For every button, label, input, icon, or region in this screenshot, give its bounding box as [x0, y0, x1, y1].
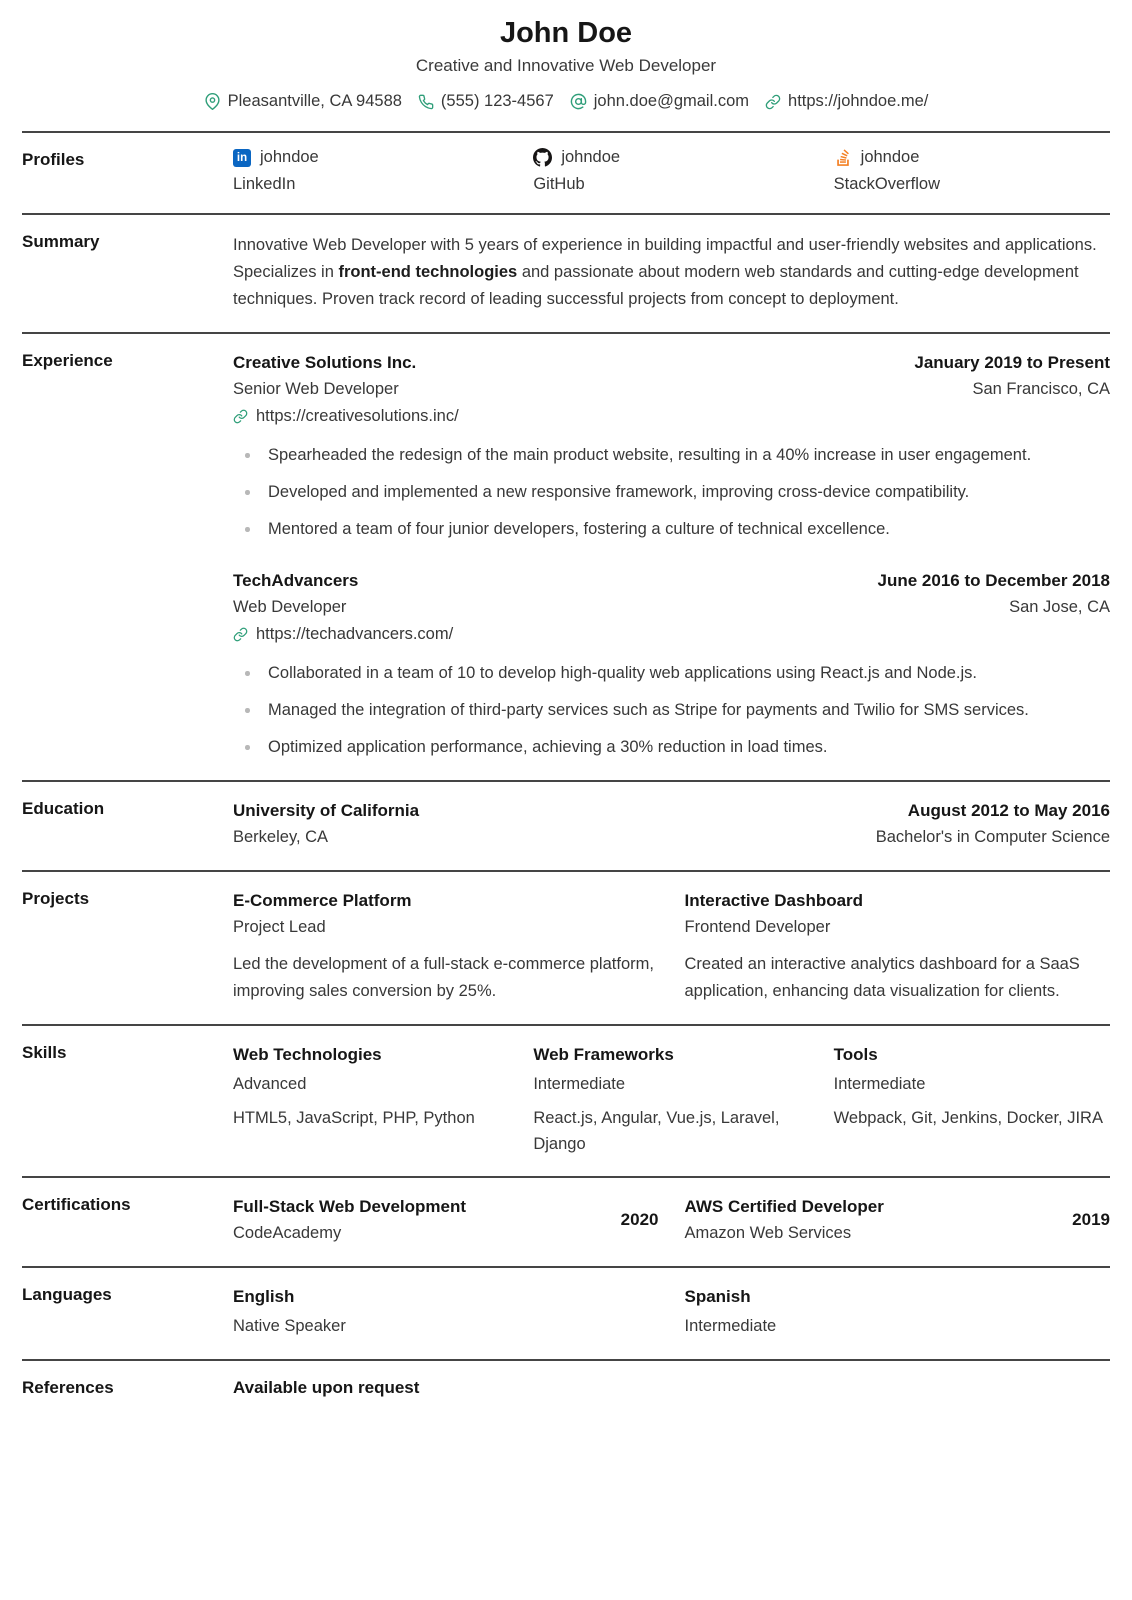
contact-email-text[interactable]: john.doe@gmail.com — [593, 92, 750, 110]
summary-text-bold: front-end technologies — [338, 263, 518, 281]
section-label: Projects — [22, 889, 90, 908]
skill-entry — [233, 1041, 509, 1157]
job-url-row — [233, 403, 1110, 430]
job-dates: June 2016 to December 2018 — [877, 571, 1110, 590]
certification-year: 2020 — [620, 1210, 659, 1229]
contact-phone — [418, 92, 554, 111]
certification-entry — [685, 1193, 1111, 1247]
highlight-item: Managed the integration of third-party services such as Stripe for payments and Twilio for SMS services. — [233, 697, 1110, 724]
link-icon — [233, 627, 248, 642]
education-entry — [233, 797, 1110, 851]
certification-entry — [233, 1193, 659, 1247]
skill-level: Intermediate — [533, 1075, 626, 1093]
languages-grid — [233, 1283, 1110, 1340]
language-entry — [685, 1283, 1111, 1340]
contact-website — [765, 92, 928, 111]
project-name: Interactive Dashboard — [684, 891, 864, 910]
certification-info — [685, 1193, 1061, 1247]
language-level: Intermediate — [684, 1317, 777, 1335]
job-entry — [233, 567, 1110, 761]
job-header-row — [233, 567, 1110, 594]
job-url[interactable]: https://creativesolutions.inc/ — [256, 407, 459, 425]
education-degree: Bachelor's in Computer Science — [875, 828, 1110, 846]
resume-header — [22, 16, 1110, 133]
job-sub-row — [233, 376, 1110, 403]
link-icon — [233, 409, 248, 424]
section-references — [22, 1361, 1110, 1417]
projects-grid — [233, 887, 1110, 1005]
section-label: Profiles — [22, 150, 85, 169]
section-label: Experience — [22, 351, 113, 370]
skill-keywords: React.js, Angular, Vue.js, Laravel, Django — [533, 1109, 780, 1153]
profile-username[interactable]: johndoe — [860, 148, 920, 166]
certification-issuer: CodeAcademy — [233, 1224, 342, 1242]
person-headline: Creative and Innovative Web Developer — [415, 56, 717, 75]
skill-keywords: HTML5, JavaScript, PHP, Python — [233, 1109, 475, 1127]
section-profiles — [22, 133, 1110, 215]
section-label: Certifications — [22, 1195, 131, 1214]
section-summary — [22, 215, 1110, 334]
github-icon — [533, 148, 552, 167]
job-url[interactable]: https://techadvancers.com/ — [256, 625, 454, 643]
project-description: Created an interactive analytics dashboard for a SaaS application, enhancing data visualization for clients. — [684, 955, 1080, 1000]
section-label: Languages — [22, 1285, 112, 1304]
certification-name: Full-Stack Web Development — [233, 1197, 467, 1216]
section-projects — [22, 872, 1110, 1026]
linkedin-icon: in — [233, 149, 251, 167]
contact-location-text: Pleasantville, CA 94588 — [227, 92, 402, 110]
job-location: San Jose, CA — [1009, 598, 1110, 616]
job-sub-row — [233, 594, 1110, 621]
job-position: Senior Web Developer — [233, 380, 399, 398]
job-url-row — [233, 621, 1110, 648]
section-experience — [22, 334, 1110, 782]
language-name: English — [233, 1287, 295, 1306]
profile-network: LinkedIn — [233, 175, 296, 193]
contact-website-text[interactable]: https://johndoe.me/ — [788, 92, 929, 110]
profile-username[interactable]: johndoe — [561, 148, 621, 166]
skill-level: Intermediate — [833, 1075, 926, 1093]
certifications-grid — [233, 1193, 1110, 1247]
job-company: Creative Solutions Inc. — [233, 353, 417, 372]
skill-keywords: Webpack, Git, Jenkins, Docker, JIRA — [833, 1109, 1103, 1127]
job-highlights — [233, 442, 1110, 543]
section-label: Education — [22, 799, 105, 818]
references-text: Available upon request — [233, 1378, 420, 1397]
profile-username[interactable]: johndoe — [260, 148, 319, 166]
skills-grid — [233, 1041, 1110, 1157]
profile-user-row — [533, 148, 809, 167]
summary-text-after: and passionate about modern web standards and cutting-edge development techniques. Proven track record of leading successful projects from concept to deployment. — [233, 263, 1079, 308]
highlight-item: Collaborated in a team of 10 to develop high-quality web applications using React.js and Node.js. — [233, 660, 1110, 687]
job-highlights — [233, 660, 1110, 761]
section-skills — [22, 1026, 1110, 1178]
highlight-item: Spearheaded the redesign of the main product website, resulting in a 40% increase in user engagement. — [233, 442, 1110, 469]
skill-entry — [533, 1041, 809, 1157]
education-school: University of California — [233, 801, 420, 820]
profile-stackoverflow[interactable] — [834, 148, 1110, 194]
profile-user-row — [834, 148, 1110, 167]
experience-list — [233, 349, 1110, 761]
language-entry — [233, 1283, 659, 1340]
profile-linkedin[interactable] — [233, 148, 509, 194]
education-header-row — [233, 797, 1110, 824]
skill-level: Advanced — [233, 1075, 307, 1093]
contact-phone-text[interactable]: (555) 123-4567 — [440, 92, 554, 110]
section-label: References — [22, 1378, 114, 1397]
profile-network: GitHub — [533, 175, 585, 193]
job-position: Web Developer — [233, 598, 347, 616]
job-header-row — [233, 349, 1110, 376]
certification-issuer: Amazon Web Services — [684, 1224, 852, 1242]
language-level: Native Speaker — [233, 1317, 346, 1335]
map-pin-icon — [204, 93, 221, 110]
certification-name: AWS Certified Developer — [684, 1197, 884, 1216]
at-icon — [570, 93, 587, 110]
profile-github[interactable] — [533, 148, 809, 194]
profile-network: StackOverflow — [833, 175, 941, 193]
job-company: TechAdvancers — [233, 571, 359, 590]
contact-row — [22, 92, 1110, 111]
link-icon — [765, 94, 781, 110]
contact-email — [570, 92, 749, 111]
phone-icon — [418, 94, 434, 110]
project-entry — [685, 887, 1111, 1005]
certification-info — [233, 1193, 609, 1247]
section-education — [22, 782, 1110, 872]
summary-paragraph — [233, 230, 1110, 313]
education-dates: August 2012 to May 2016 — [907, 801, 1110, 820]
skill-name: Tools — [833, 1045, 878, 1064]
highlight-item: Mentored a team of four junior developers, fostering a culture of technical excellence. — [233, 516, 1110, 543]
person-name: John Doe — [499, 17, 633, 49]
skill-name: Web Technologies — [233, 1045, 382, 1064]
highlight-item: Developed and implemented a new responsive framework, improving cross-device compatibility. — [233, 479, 1110, 506]
job-dates: January 2019 to Present — [914, 353, 1110, 372]
section-label: Summary — [22, 232, 100, 251]
section-languages — [22, 1268, 1110, 1361]
profile-user-row — [233, 148, 509, 167]
contact-location — [204, 92, 402, 111]
summary-text-before: Innovative Web Developer with 5 years of experience in building impactful and user-friendly websites and applications. Specializes in — [233, 236, 1097, 281]
profiles-grid — [233, 148, 1110, 194]
skill-name: Web Frameworks — [533, 1045, 674, 1064]
project-role: Project Lead — [233, 918, 326, 936]
language-name: Spanish — [684, 1287, 751, 1306]
section-certifications — [22, 1178, 1110, 1268]
highlight-item: Optimized application performance, achieving a 30% reduction in load times. — [233, 734, 1110, 761]
project-description: Led the development of a full-stack e-commerce platform, improving sales conversion by 25%. — [233, 955, 654, 1000]
project-name: E-Commerce Platform — [233, 891, 412, 910]
job-entry — [233, 349, 1110, 543]
stackoverflow-icon — [834, 149, 852, 167]
skill-entry — [834, 1041, 1110, 1157]
section-label: Skills — [22, 1043, 67, 1062]
education-location: Berkeley, CA — [233, 828, 329, 846]
job-location: San Francisco, CA — [972, 380, 1110, 398]
project-role: Frontend Developer — [684, 918, 831, 936]
certification-year: 2019 — [1072, 1210, 1110, 1229]
project-entry — [233, 887, 659, 1005]
education-sub-row — [233, 824, 1110, 851]
